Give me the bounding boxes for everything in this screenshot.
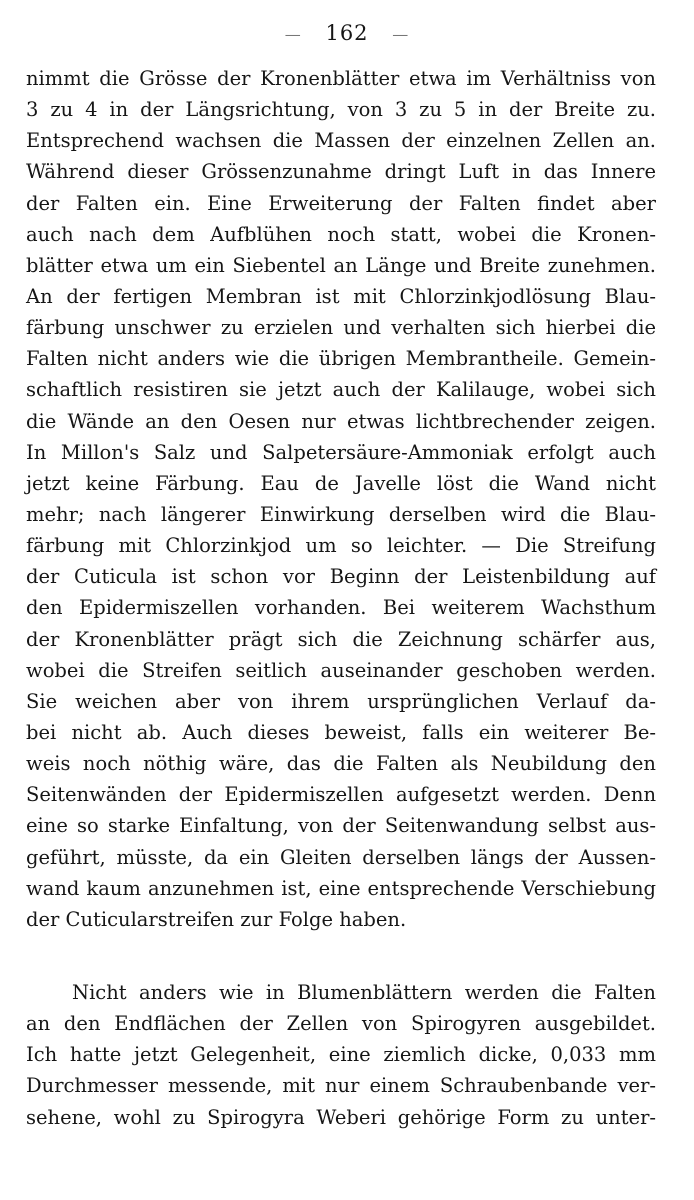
text-line: Während dieser Grössenzunahme dringt Luft in das Innere: [26, 160, 656, 184]
paragraph-2: [26, 977, 656, 1133]
text-line: An der fertigen Membran ist mit Chlorzinkjodlösung Blau-: [26, 284, 656, 308]
text-line: wand kaum anzunehmen ist, eine entsprechende Verschiebung: [26, 876, 656, 900]
page-header: [0, 18, 694, 50]
paragraph-1: [26, 63, 656, 935]
text-line: jetzt keine Färbung. Eau de Javelle löst die Wand nicht: [26, 471, 656, 495]
text-line: Ich hatte jetzt Gelegenheit, eine ziemlich dicke, 0,033 mm: [26, 1043, 656, 1067]
page-number: 162: [325, 21, 369, 45]
text-line: der Cuticula ist schon vor Beginn der Leistenbildung auf: [26, 565, 656, 589]
text-line: der Cuticularstreifen zur Folge haben.: [26, 907, 407, 931]
text-line: In Millon's Salz und Salpetersäure-Ammoniak erfolgt auch: [26, 440, 656, 464]
text-line: den Epidermiszellen vorhanden. Bei weiterem Wachsthum: [26, 596, 656, 620]
text-line: bei nicht ab. Auch dieses beweist, falls ein weiterer Be-: [26, 720, 656, 744]
text-line: eine so starke Einfaltung, von der Seitenwandung selbst aus-: [26, 814, 656, 838]
text-line: Nicht anders wie in Blumenblättern werden die Falten: [72, 981, 656, 1004]
text-line: wobei die Streifen seitlich auseinander geschoben werden.: [26, 658, 656, 682]
header-dash-left: —: [284, 24, 302, 44]
text-line: Seitenwänden der Epidermiszellen aufgesetzt werden. Denn: [26, 783, 656, 807]
text-line: 3 zu 4 in der Längsrichtung, von 3 zu 5 in der Breite zu.: [26, 98, 656, 122]
text-line: geführt, müsste, da ein Gleiten derselben längs der Aussen-: [26, 845, 656, 869]
text-line: der Falten ein. Eine Erweiterung der Falten findet aber: [26, 191, 656, 215]
text-line: Durchmesser messende, mit nur einem Schraubenbande ver-: [26, 1074, 656, 1098]
text-line: blätter etwa um ein Siebentel an Länge und Breite zunehmen.: [26, 253, 656, 277]
text-line: mehr; nach längerer Einwirkung derselben wird die Blau-: [26, 502, 656, 526]
header-dash-right: —: [392, 24, 410, 44]
text-line: Falten nicht anders wie die übrigen Membrantheile. Gemein-: [26, 347, 656, 371]
text-line: färbung unschwer zu erzielen und verhalten sich hierbei die: [26, 316, 656, 340]
text-line: an den Endflächen der Zellen von Spirogyren ausgebildet.: [26, 1012, 656, 1036]
text-line: sehene, wohl zu Spirogyra Weberi gehörige Form zu unter-: [26, 1105, 656, 1129]
text-line: Sie weichen aber von ihrem ursprünglichen Verlauf da-: [26, 689, 656, 713]
text-line: auch nach dem Aufblühen noch statt, wobei die Kronen-: [26, 222, 656, 246]
text-line: färbung mit Chlorzinkjod um so leichter. — Die Streifung: [26, 534, 656, 558]
text-line: weis noch nöthig wäre, das die Falten als Neubildung den: [26, 752, 656, 776]
text-line: nimmt die Grösse der Kronenblätter etwa im Verhältniss von: [26, 67, 656, 90]
text-line: die Wände an den Oesen nur etwas lichtbrechender zeigen.: [26, 409, 656, 433]
text-line: Entsprechend wachsen die Massen der einzelnen Zellen an.: [26, 129, 656, 153]
text-line: der Kronenblätter prägt sich die Zeichnung schärfer aus,: [26, 627, 656, 651]
text-line: schaftlich resistiren sie jetzt auch der Kalilauge, wobei sich: [26, 378, 656, 402]
